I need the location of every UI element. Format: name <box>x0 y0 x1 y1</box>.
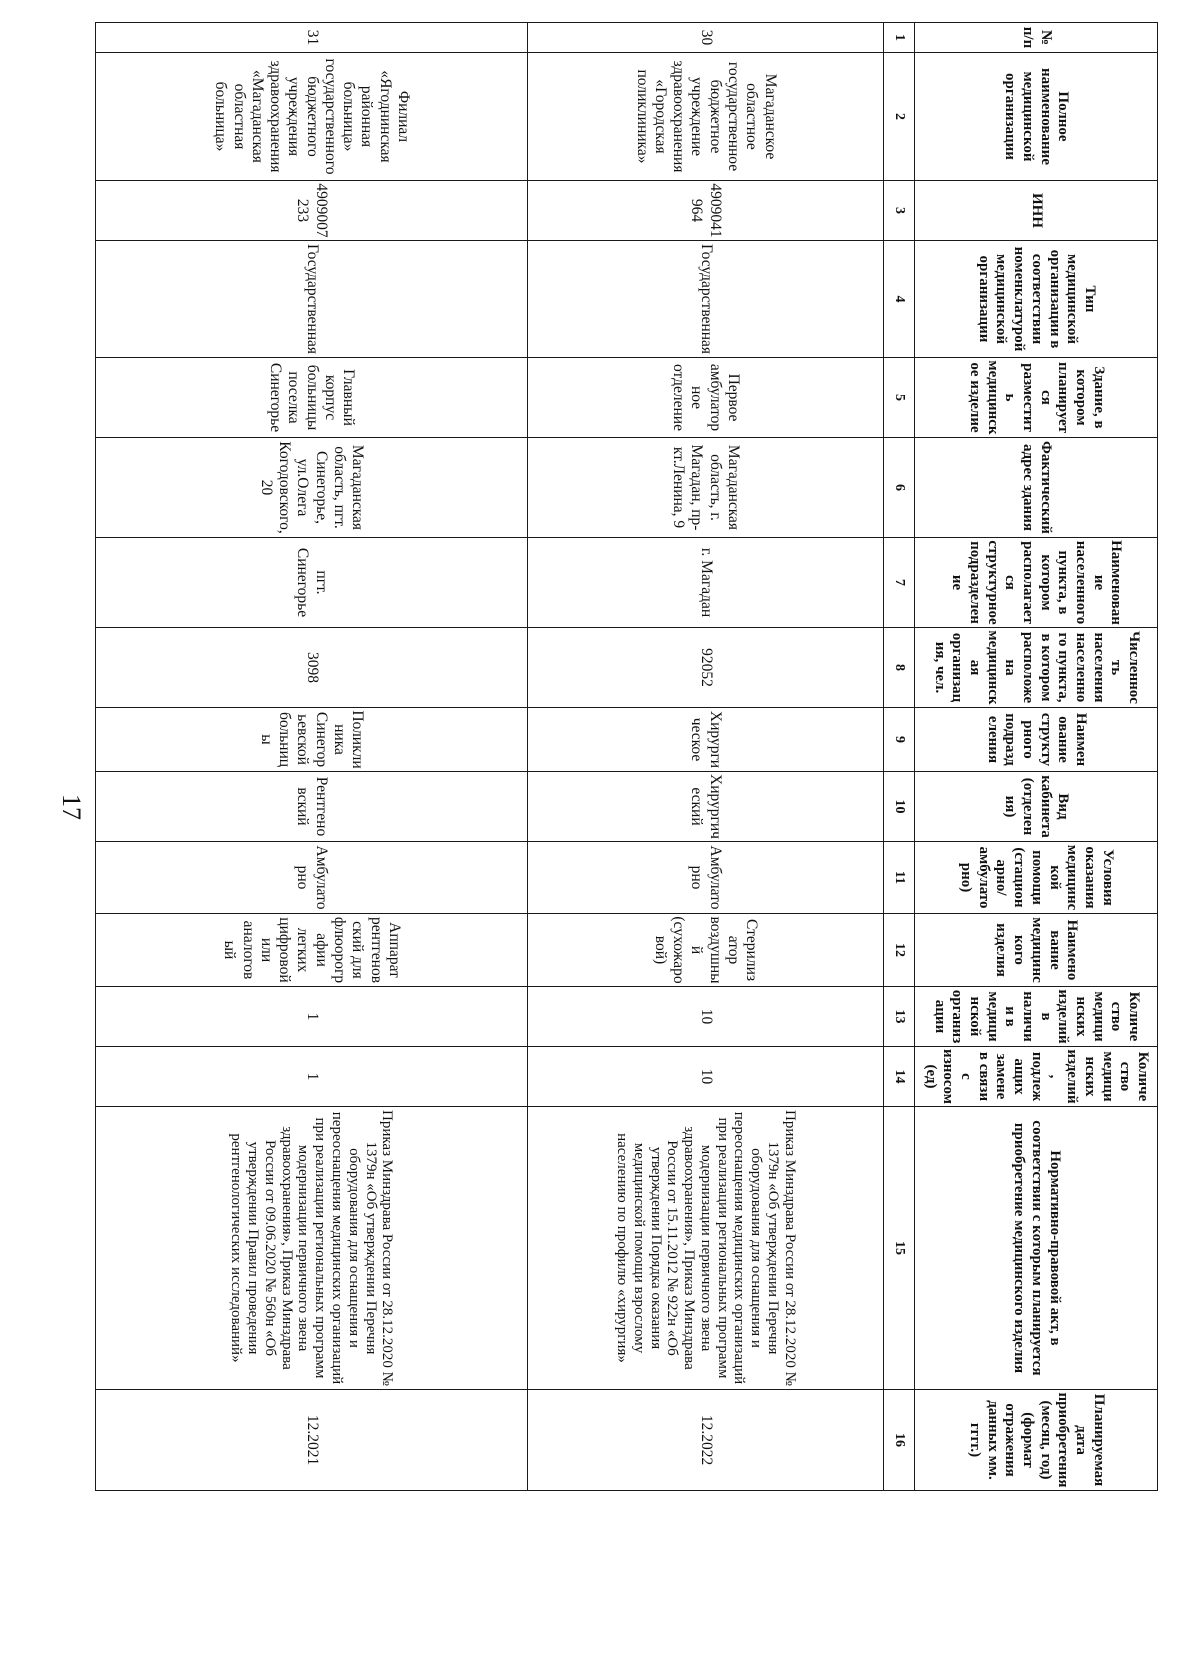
column-number: 10 <box>884 772 915 842</box>
column-number: 5 <box>884 358 915 438</box>
column-number: 9 <box>884 708 915 772</box>
column-number: 4 <box>884 241 915 358</box>
header-cell-unit: Наименование структурного подразделения <box>915 708 1158 772</box>
column-number-row <box>884 23 915 1491</box>
cell-inn: 4909007233 <box>96 181 528 241</box>
header-cell-building: Здание, в котором планируется разместить медицинское изделие <box>915 358 1158 438</box>
column-number: 12 <box>884 914 915 987</box>
header-cell-date: Планируемая дата приобретения (месяц, год) (формат отражения данных мм. гггг.) <box>915 1390 1158 1491</box>
cell-population: 3098 <box>96 628 528 708</box>
cell-org-name: Филиал «Ягоднинская районная больница» государственного бюджетного учреждения здравоохранения «Магаданская областная больница» <box>96 53 528 181</box>
page-number: 17 <box>57 794 86 820</box>
column-number: 16 <box>884 1390 915 1491</box>
column-number: 8 <box>884 628 915 708</box>
column-number: 15 <box>884 1107 915 1390</box>
column-number: 1 <box>884 23 915 53</box>
cell-unit: Поликлиника Синегорьевской больницы <box>96 708 528 772</box>
header-row <box>915 23 1158 1491</box>
cell-device: Стерилизатор воздушный (сухожаровой) <box>528 914 884 987</box>
cell-org-type: Государственная <box>96 241 528 358</box>
cell-unit: Хирургическое <box>528 708 884 772</box>
column-number: 2 <box>884 53 915 181</box>
cell-law: Приказ Минздрава России от 28.12.2020 № 1379н «Об утверждении Перечня оборудования для оснащения и переоснащения медицинских организаций при реализации региональных программ модернизации первичного звена здравоохранения», Приказ Минздрава России от 15.11.2012 № 922н «Об утверждении Порядка оказания медицинской помощи взрослому населению по профилю «хирургия» <box>528 1107 884 1390</box>
cell-conditions: Амбулаторно <box>528 842 884 914</box>
cell-conditions: Амбулаторно <box>96 842 528 914</box>
header-cell-qty-replace: Количество медицинских изделий, подлежащих замене в связи с износом (ед) <box>915 1047 1158 1107</box>
cell-locality: пгт. Синегорье <box>96 538 528 628</box>
header-cell-row-number: № п/п <box>915 23 1158 53</box>
column-number: 13 <box>884 987 915 1047</box>
cell-qty-have: 1 <box>96 987 528 1047</box>
cell-building: Главный корпус больницы поселка Синегорье <box>96 358 528 438</box>
cell-date: 12.2021 <box>96 1390 528 1491</box>
cell-inn: 4909041964 <box>528 181 884 241</box>
equipment-register-table <box>95 22 1158 1491</box>
header-cell-org-type: Тип медицинской организации в соответствии номенклатурой медицинской организации <box>915 241 1158 358</box>
cell-law: Приказ Минздрава России от 28.12.2020 № 1379н «Об утверждении Перечня оборудования для оснащения и переоснащения медицинских организаций при реализации региональных программ модернизации первичного звена здравоохранения», Приказ Минздрава России от 09.06.2020 № 560н «Об утверждении Правил проведения рентгенологических исследований» <box>96 1107 528 1390</box>
column-number: 14 <box>884 1047 915 1107</box>
column-number: 7 <box>884 538 915 628</box>
cell-date: 12.2022 <box>528 1390 884 1491</box>
cell-address: Магаданская область, г. Магадан, пр-кт.Ленина, 9 <box>528 438 884 538</box>
header-cell-cabinet: Вид кабинета (отделения) <box>915 772 1158 842</box>
column-number: 6 <box>884 438 915 538</box>
table-row <box>528 23 884 1491</box>
cell-qty-replace: 10 <box>528 1047 884 1107</box>
cell-locality: г. Магадан <box>528 538 884 628</box>
header-cell-locality: Наименование населенного пункта, в котором располагается структурное подразделение <box>915 538 1158 628</box>
header-cell-device: Наименование медицинского изделия <box>915 914 1158 987</box>
cell-cabinet: Хирургический <box>528 772 884 842</box>
column-number: 11 <box>884 842 915 914</box>
cell-org-name: Магаданское областное государственное бюджетное учреждение здравоохранения «Городская поликлиника» <box>528 53 884 181</box>
header-cell-inn: ИНН <box>915 181 1158 241</box>
header-cell-org-name: Полное наименование медицинской организации <box>915 53 1158 181</box>
cell-address: Магаданская область, пгт. Синегорье, ул.Олега Когодовского, 20 <box>96 438 528 538</box>
header-cell-law: Нормативно-правовой акт, в соответствии с которым планируется приобретение медицинского изделия <box>915 1107 1158 1390</box>
cell-building: Первое амбулаторное отделение <box>528 358 884 438</box>
cell-org-type: Государственная <box>528 241 884 358</box>
header-cell-conditions: Условия оказания медицинской помощи (стационарно/ амбулаторно) <box>915 842 1158 914</box>
cell-population: 92052 <box>528 628 884 708</box>
header-cell-address: Фактический адрес здания <box>915 438 1158 538</box>
header-cell-qty-have: Количество медицинских изделий в наличии в медицинской организации <box>915 987 1158 1047</box>
header-cell-population: Численность населения населенного пункта, в котором расположена медицинская организация, чел. <box>915 628 1158 708</box>
cell-qty-replace: 1 <box>96 1047 528 1107</box>
column-number: 3 <box>884 181 915 241</box>
cell-device: Аппарат рентгеновский для флюорографии легких цифровой или аналоговый <box>96 914 528 987</box>
cell-row-number: 31 <box>96 23 528 53</box>
cell-cabinet: Рентгеновский <box>96 772 528 842</box>
cell-row-number: 30 <box>528 23 884 53</box>
table-row <box>96 23 528 1491</box>
cell-qty-have: 10 <box>528 987 884 1047</box>
